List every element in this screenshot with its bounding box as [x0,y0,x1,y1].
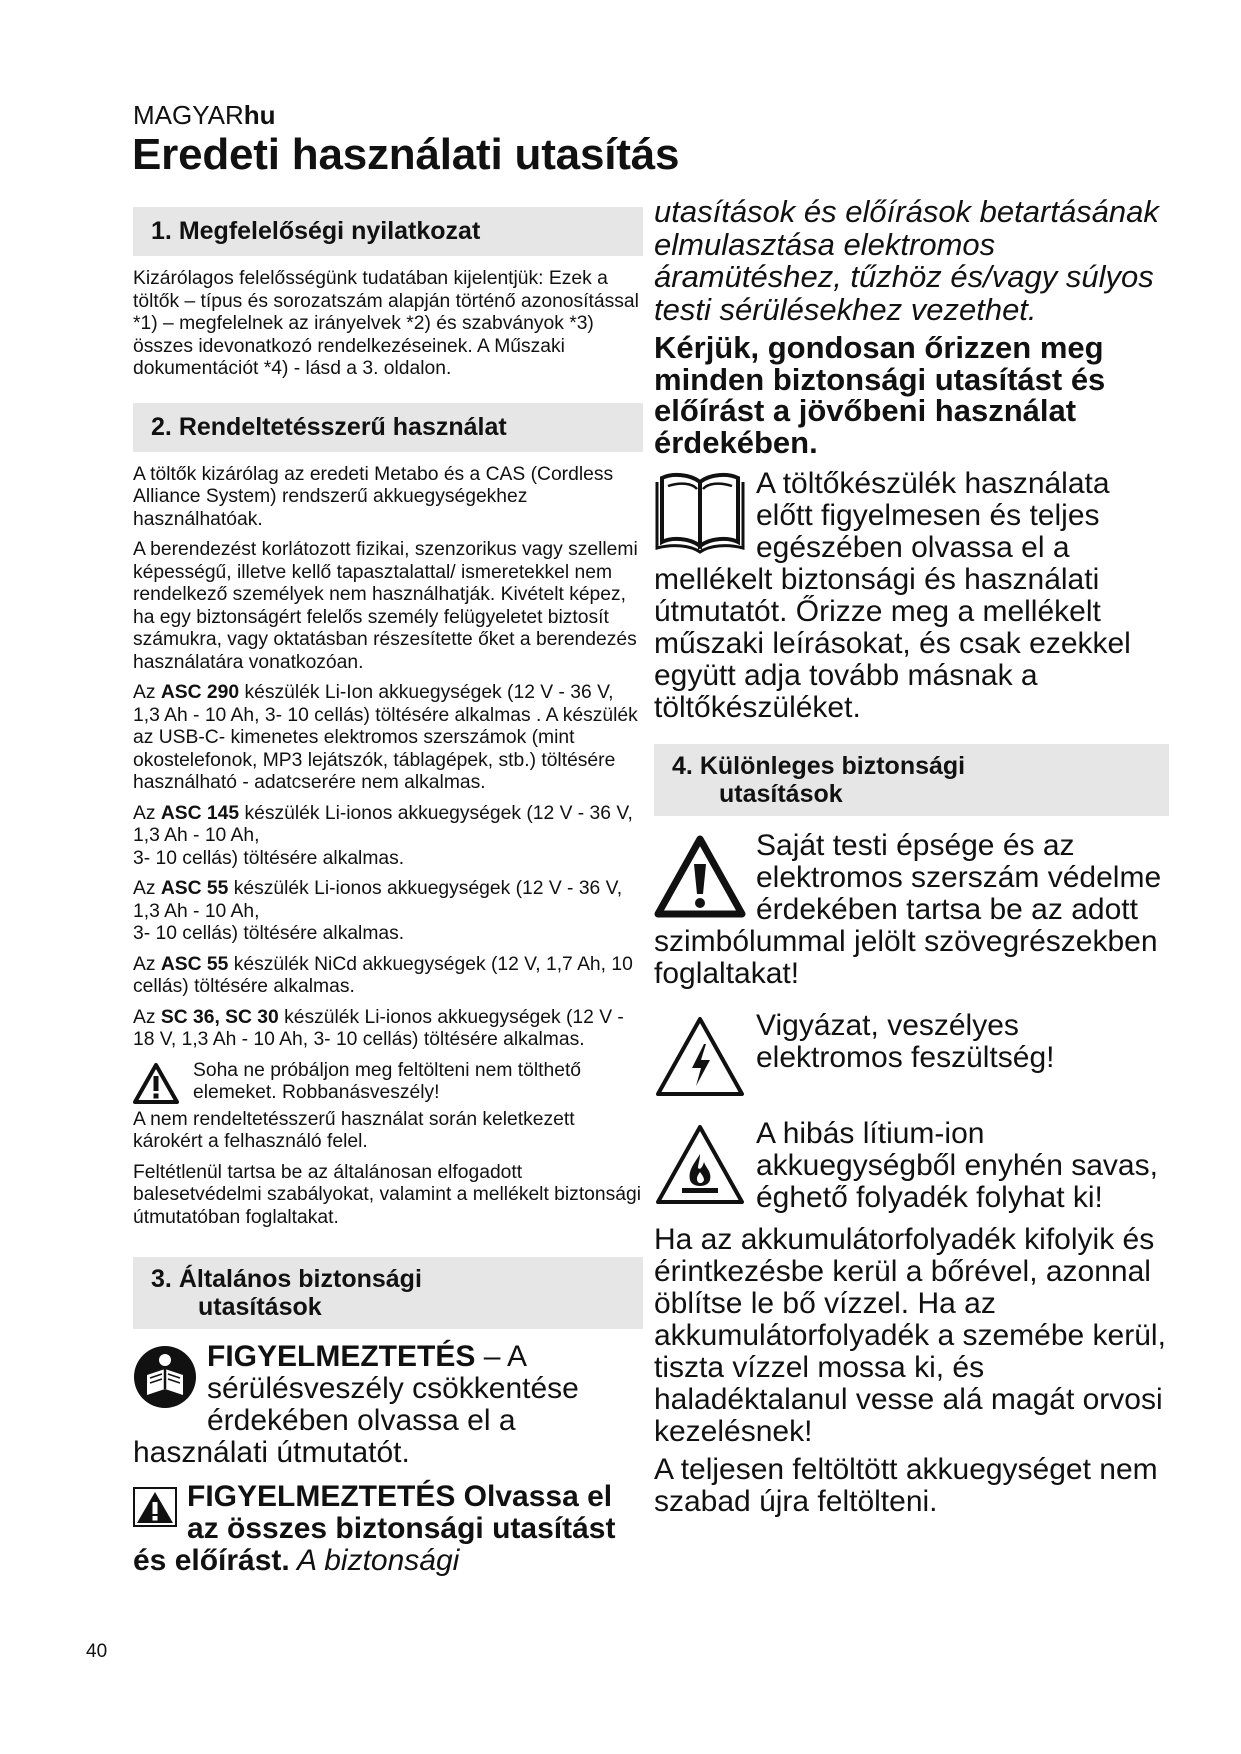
warning-triangle-icon [133,1487,177,1527]
section-2-paragraph: Az SC 36, SC 30 készülék Li-ionos akkuegységek (12 V - 18 V, 1,3 Ah - 10 Ah, 3- 10 cellás) töltésére alkalmas. [133,1006,624,1050]
warning-triangle-icon [133,1062,179,1104]
high-voltage-icon [654,1014,746,1098]
keep-instructions-text: Kérjük, gondosan őrizzen meg minden biztonsági utasítást és előírást a jövőbeni használat érdekében. [654,330,1106,460]
section-1-body: Kizárólagos felelősségünk tudatában kijelentjük: Ezek a töltők – típus és sorozatszám alapján történő azonosítással *1) – megfelelnek az irányelvek *2) és szabványok *3) összes idevonatkozó rendelkezéseinek. A Műszaki dokumentációt *4) - lásd a 3. oldalon. [133,268,639,379]
section-2-heading: 2. Rendeltetésszerű használat [133,403,643,452]
section-2-paragraph: Az ASC 55 készülék NiCd akkuegységek (12 V, 1,7 Ah, 10 cellás) töltésére alkalmas. [133,953,633,997]
section-2-paragraph: Az ASC 145 készülék Li-ionos akkuegységek (12 V - 36 V, 1,3 Ah - 10 Ah, 3- 10 cellás) töltésére alkalmas. [133,802,633,869]
language-label: MAGYARhu [133,100,276,130]
section-4-heading: 4. Különleges biztonsági utasítások [654,744,1169,816]
fluid-warning: A hibás lítium-ion akkuegységből enyhén savas, éghető folyadék folyhat ki! [654,1118,1169,1214]
read-manual-icon [133,1345,197,1409]
recharge-note: A teljesen feltöltött akkuegységet nem szabad újra feltölteni. [654,1453,1158,1518]
section-2-paragraph: Az ASC 55 készülék Li-ionos akkuegységek (12 V - 36 V, 1,3 Ah - 10 Ah, 3- 10 cellás) töltésére alkalmas. [133,878,623,944]
page-number: 40 [86,1641,108,1662]
section-1-heading: 1. Megfelelőségi nyilatkozat [133,207,643,256]
explosion-warning-text: Soha ne próbáljon meg feltölteni nem tölthető elemeket. Robbanásveszély! [193,1059,582,1103]
page-title: Eredeti használati utasítás [132,130,680,179]
section-2-paragraph: Az ASC 290 készülék Li-Ion akkuegységek (12 V - 36 V, 1,3 Ah - 10 Ah, 3- 10 cellás) töltésére alkalmas . A készülék az USB-C- kimenetes elektromos szerszámok (mint okostelefonok, MP3 lejátszók, táblagépek, stb.) töltésére használható - adatcserére nem alkalmas. [133,682,638,793]
fluid-contact-instructions: Ha az akkumulátorfolyadék kifolyik és érintkezésbe kerül a bőrével, azonnal öblítse le bő vízzel. Ha az akkumulátorfolyadék a szemébe kerül, tiszta vízzel mossa ki, és haladéktalanul vesse alá magát orvosi kezelésnek! [654,1223,1166,1448]
general-warning: Saját testi épsége és az elektromos szerszám védelme érdekében tartsa be az adott szimbólummal jelölt szövegrészekben foglaltakat! [654,829,1162,990]
left-column [133,207,643,1583]
explosion-warning [133,1060,643,1105]
read-manual-note: A töltőkészülék használata előtt figyelmesen és teljes egészében olvassa el a mellékelt biztonsági és használati útmutatót. Őrizze meg a mellékelt műszaki leírásokat, és csak ezekkel együtt adja tovább másnak a töltőkészüléket. [654,467,1131,724]
section-2-paragraph: Feltétlenül tartsa be az általánosan elfogadott balesetvédelmi szabályokat, valamint a mellékelt biztonsági útmutatóban foglaltakat. [133,1161,641,1228]
warning-triangle-icon [654,834,746,918]
flammable-icon [654,1122,746,1206]
section-3-heading: 3. Általános biztonsági utasítások [133,1257,643,1329]
open-book-icon [654,470,746,554]
read-instructions-warning: FIGYELMEZTETÉS Olvassa el az összes biztonsági utasítást és előírást. A biztonsági [133,1480,616,1577]
safety-consequence-text: utasítások és előírások betartásának elmulasztása elektromos áramütéshez, tűzhöz és/vagy súlyos testi sérülésekhez vezethet. [654,194,1159,327]
read-manual-warning: FIGYELMEZTETÉS – A sérülésveszély csökkentése érdekében olvassa el a használati útmutatót. [133,1340,579,1469]
section-2-paragraph: A töltők kizárólag az eredeti Metabo és a CAS (Cordless Alliance System) rendszerű akkuegységekhez használhatóak. [133,463,614,530]
voltage-warning: Vigyázat, veszélyes elektromos feszültség! [654,1010,1169,1094]
section-2-paragraph: A berendezést korlátozott fizikai, szenzorikus vagy szellemi képességű, illetve kellő tapasztalattal/ ismeretekkel nem rendelkező személyek nem használhatják. Kivételt képez, ha egy biztonságért felelős személy felügyeletet biztosít számukra, vagy oktatásban részesítette őket a berendezés használatára vonatkozóan. [133,539,638,673]
section-2-paragraph: A nem rendeltetésszerű használat során keletkezett károkért a felhasználó felel. [133,1108,575,1152]
right-column [654,196,1169,1524]
